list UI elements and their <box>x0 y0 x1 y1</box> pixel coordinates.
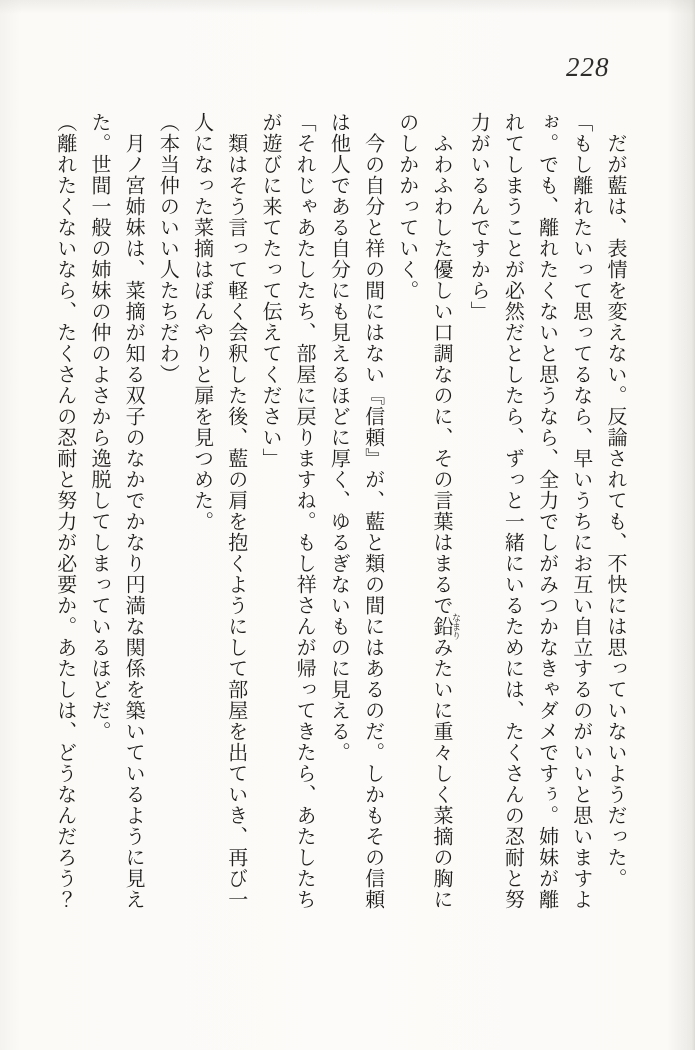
furigana-ruby <box>429 613 461 640</box>
text-line: 「もし離れたいって思ってるなら、早いうちにお互い自立するのがいいと思いますよ <box>569 112 592 910</box>
ruby-text: なまり <box>450 613 461 640</box>
text-line: 「それじゃあたしたち、部屋に戻りますね。もし祥さんが帰ってきたら、あたしたち <box>293 112 316 910</box>
text-line <box>424 112 461 914</box>
text-segment: ふわふわした優しい口調なのに、その言葉はまるで <box>429 133 452 616</box>
text-line: 力がいるんですから」 <box>467 112 490 322</box>
text-line: （離れたくないなら、たくさんの忍耐と努力が必要か。あたしは、どうなんだろう？ <box>53 112 76 910</box>
text-line: のしかかっていく。 <box>395 112 418 301</box>
text-line: ぉ。でも、離れたくないと思うなら、全力でしがみつかなきゃダメですぅ。姉妹が離 <box>535 112 558 910</box>
text-segment: みたいに重々しく菜摘の胸に <box>429 637 452 910</box>
text-line: た。世間一般の姉妹の仲のよさから逸脱してしまっているほどだ。 <box>87 112 110 742</box>
ruby-base: 鉛 <box>429 613 452 640</box>
text-line: が遊びに来てたって伝えてください」 <box>258 112 281 469</box>
text-line: （本当仲のいい人たちだわ） <box>156 112 179 385</box>
text-line: 類はそう言って軽く会釈した後、藍の肩を抱くようにして部屋を出ていき、再び一 <box>224 133 247 910</box>
text-line: 今の自分と祥の間にはない『信頼』が、藍と類の間にはあるのだ。しかもその信頼 <box>361 133 384 910</box>
text-line: は他人である自分にも見えるほどに厚く、ゆるぎないものに見える。 <box>327 112 350 763</box>
text-line: 人になった菜摘はぼんやりと扉を見つめた。 <box>190 112 213 532</box>
text-line: れてしまうことが必然だとしたら、ずっと一緒にいるためには、たくさんの忍耐と努 <box>501 112 524 910</box>
text-line: だが藍は、表情を変えない。反論されても、不快には思っていないようだった。 <box>604 133 626 889</box>
page-number: 228 <box>566 52 610 82</box>
page-text <box>50 112 632 914</box>
text-line: 月ノ宮姉妹は、菜摘が知る双子のなかでかなり円満な関係を築いているように見え <box>122 133 145 910</box>
